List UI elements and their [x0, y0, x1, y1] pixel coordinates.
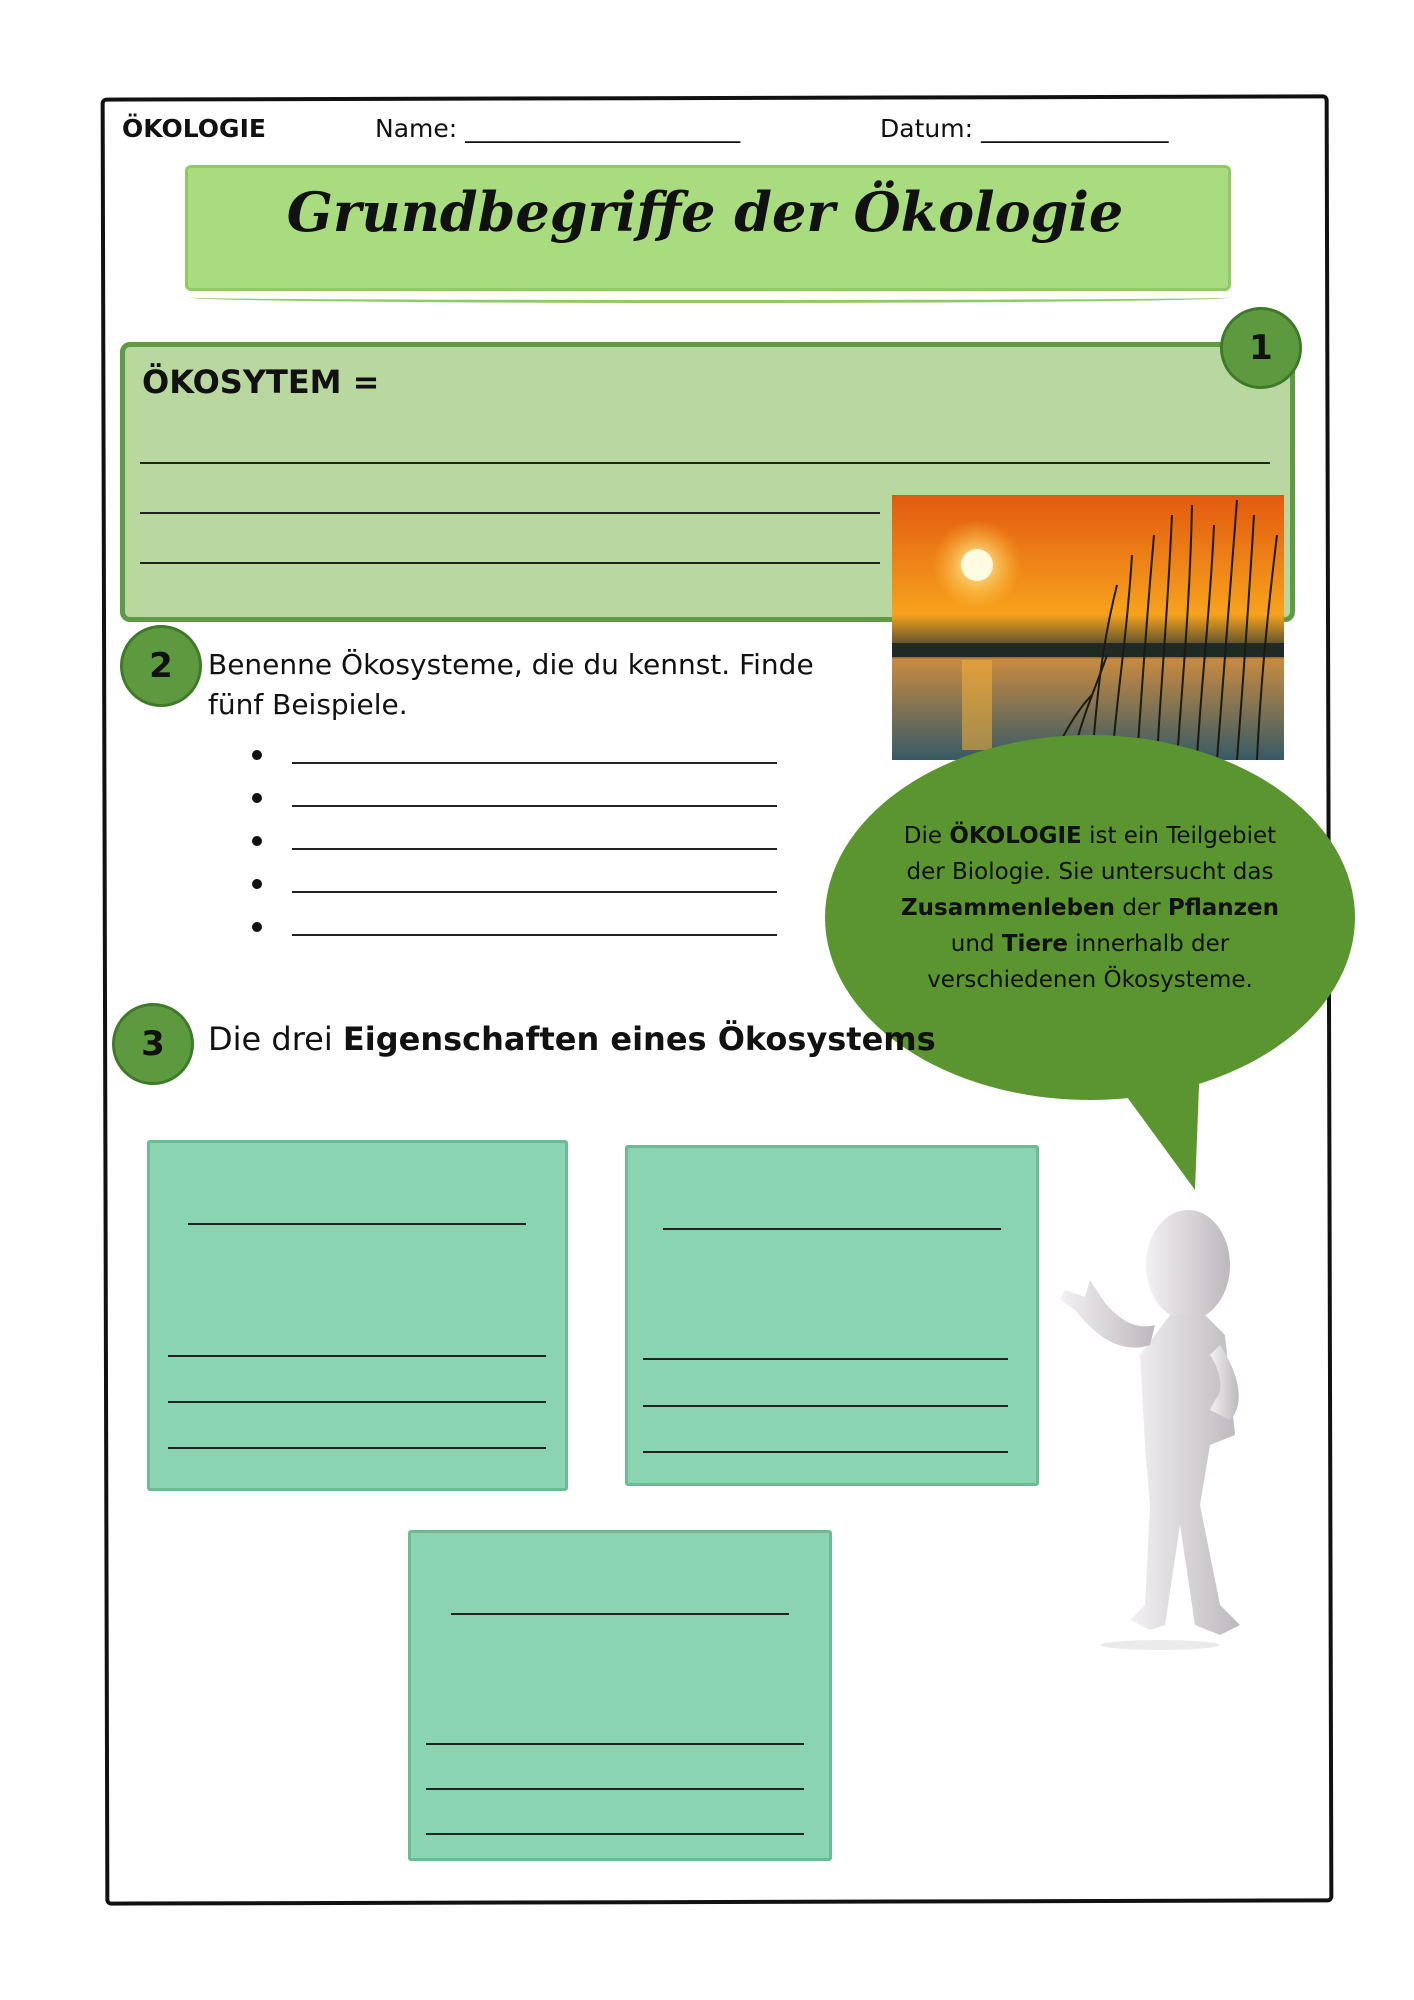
bubble-bold-term: Zusammenleben: [900, 895, 1116, 921]
ecology-definition-text: [890, 818, 1290, 998]
bubble-bold-term: Pflanzen: [1167, 895, 1280, 921]
section-number-badge-2: [120, 625, 202, 707]
bullet: [252, 836, 262, 846]
page-title: Grundbegriffe der Ökologie: [286, 180, 1124, 244]
bullet: [252, 750, 262, 760]
date-field[interactable]: Datum: _______________: [880, 114, 1169, 143]
answer-line[interactable]: [426, 1833, 804, 1835]
bullet: [252, 922, 262, 932]
answer-line[interactable]: [426, 1743, 804, 1745]
card-title-line[interactable]: [451, 1613, 789, 1615]
answer-line[interactable]: [292, 762, 777, 764]
answer-line[interactable]: [140, 562, 880, 564]
name-field[interactable]: Name: ______________________: [375, 114, 741, 143]
property-card-1: [147, 1140, 568, 1491]
3d-figure-illustration: [1050, 1205, 1280, 1650]
answer-line[interactable]: [168, 1401, 546, 1403]
answer-line[interactable]: [292, 891, 777, 893]
bubble-text-part: der: [1115, 895, 1168, 921]
task3-heading-prefix: Die drei: [208, 1020, 343, 1058]
task2-prompt: Benenne Ökosysteme, die du kennst. Finde fünf Beispiele.: [208, 648, 814, 721]
property-card-3: [408, 1530, 832, 1861]
answer-line[interactable]: [643, 1405, 1008, 1407]
title-banner-underline: [190, 292, 1230, 303]
bubble-bold-term: ÖKOLOGIE: [949, 823, 1082, 849]
card-title-line[interactable]: [188, 1223, 526, 1225]
section-number-badge-3: [112, 1003, 194, 1085]
answer-line[interactable]: [140, 512, 880, 514]
bullet: [252, 793, 262, 803]
section-number-badge-1: [1220, 307, 1302, 389]
bubble-bold-term: Tiere: [1001, 931, 1068, 957]
sunset-lake-photo: [892, 495, 1284, 760]
ecosystem-label: ÖKOSYTEM =: [142, 363, 380, 401]
answer-line[interactable]: [140, 462, 1270, 464]
task3-heading: [208, 1020, 936, 1058]
answer-line[interactable]: [643, 1451, 1008, 1453]
bubble-text-part: innerhalb der verschiedenen Ökosysteme.: [927, 931, 1253, 993]
answer-line[interactable]: [292, 805, 777, 807]
bullet: [252, 879, 262, 889]
answer-line[interactable]: [168, 1355, 546, 1357]
answer-line[interactable]: [168, 1447, 546, 1449]
property-card-2: [625, 1145, 1039, 1486]
subject-label: ÖKOLOGIE: [122, 114, 266, 143]
section-number: 1: [1249, 328, 1273, 368]
sunset-lake-image: [892, 495, 1284, 760]
card-title-line[interactable]: [663, 1228, 1001, 1230]
bubble-text-part: und: [950, 931, 1002, 957]
task3-heading-bold: Eigenschaften eines Ökosystems: [342, 1020, 936, 1058]
section-number: 3: [141, 1024, 165, 1064]
bubble-text-part: Die: [903, 823, 950, 849]
answer-line[interactable]: [643, 1358, 1008, 1360]
speech-bubble-tail: [1090, 1060, 1210, 1200]
bubble-text-part: ist ein Teilgebiet der Biologie. Sie untersucht das: [906, 823, 1277, 885]
answer-line[interactable]: [426, 1788, 804, 1790]
section-number: 2: [149, 646, 173, 686]
answer-line[interactable]: [292, 934, 777, 936]
answer-line[interactable]: [292, 848, 777, 850]
